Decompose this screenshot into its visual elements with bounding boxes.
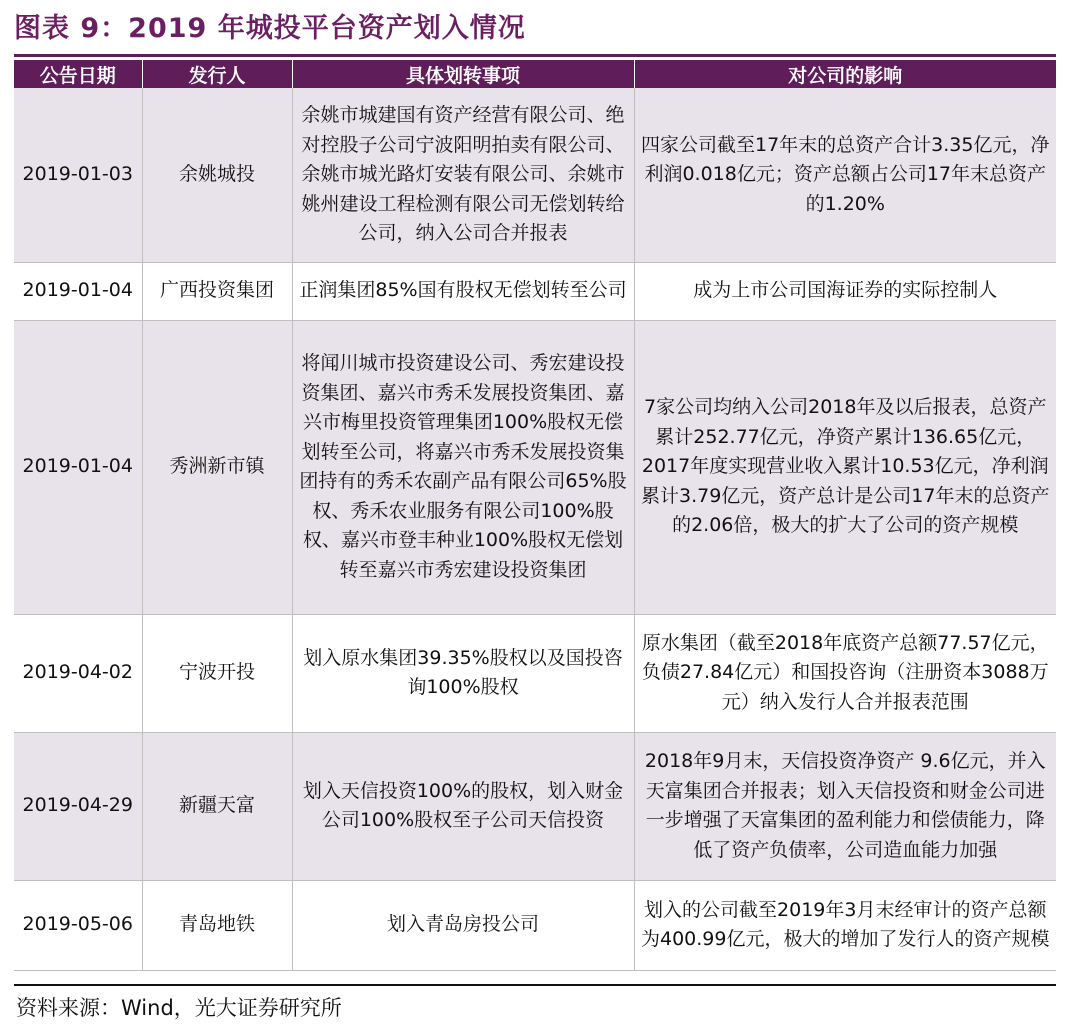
table-row [14, 880, 1056, 970]
cell-impact: 四家公司截至17年末的总资产合计3.35亿元，净利润0.018亿元；资产总额占公司17年末总资产的1.20% [634, 88, 1056, 262]
header-date: 公告日期 [14, 60, 142, 88]
cell-transfer: 余姚市城建国有资产经营有限公司、绝对控股子公司宁波阳明拍卖有限公司、余姚市城光路灯安装有限公司、余姚市姚州建设工程检测有限公司无偿划转给公司，纳入公司合并报表 [292, 88, 634, 262]
bottom-rule [14, 984, 1056, 986]
table-row [14, 320, 1056, 614]
cell-impact: 成为上市公司国海证券的实际控制人 [634, 262, 1056, 320]
cell-impact: 7家公司均纳入公司2018年及以后报表，总资产累计252.77亿元，净资产累计136.65亿元，2017年度实现营业收入累计10.53亿元，净利润累计3.79亿元，资产总计是公司17年末的总资产的2.06倍，极大的扩大了公司的资产规模 [634, 320, 1056, 614]
cell-issuer: 宁波开投 [142, 614, 292, 732]
cell-issuer: 余姚城投 [142, 88, 292, 262]
cell-transfer: 划入青岛房投公司 [292, 880, 634, 970]
cell-date: 2019-01-04 [14, 320, 142, 614]
cell-issuer: 广西投资集团 [142, 262, 292, 320]
cell-transfer: 划入天信投资100%的股权，划入财金公司100%股权至子公司天信投资 [292, 732, 634, 880]
cell-transfer: 划入原水集团39.35%股权以及国投咨询100%股权 [292, 614, 634, 732]
cell-date: 2019-05-06 [14, 880, 142, 970]
cell-issuer: 秀洲新市镇 [142, 320, 292, 614]
table-row [14, 732, 1056, 880]
header-issuer: 发行人 [142, 60, 292, 88]
cell-impact: 划入的公司截至2019年3月末经审计的资产总额为400.99亿元，极大的增加了发行人的资产规模 [634, 880, 1056, 970]
cell-date: 2019-01-04 [14, 262, 142, 320]
top-rule [14, 54, 1056, 57]
cell-impact: 原水集团（截至2018年底资产总额77.57亿元，负债27.84亿元）和国投咨询（注册资本3088万元）纳入发行人合并报表范围 [634, 614, 1056, 732]
header-transfer: 具体划转事项 [292, 60, 634, 88]
cell-date: 2019-01-03 [14, 88, 142, 262]
figure-title: 图表 9：2019 年城投平台资产划入情况 [14, 13, 526, 44]
table-row [14, 262, 1056, 320]
cell-date: 2019-04-29 [14, 732, 142, 880]
cell-issuer: 新疆天富 [142, 732, 292, 880]
cell-issuer: 青岛地铁 [142, 880, 292, 970]
table-row [14, 88, 1056, 262]
cell-date: 2019-04-02 [14, 614, 142, 732]
header-impact: 对公司的影响 [634, 60, 1056, 88]
cell-impact: 2018年9月末，天信投资净资产 9.6亿元，并入天富集团合并报表；划入天信投资和财金公司进一步增强了天富集团的盈利能力和偿债能力，降低了资产负债率，公司造血能力加强 [634, 732, 1056, 880]
cell-transfer: 将闻川城市投资建设公司、秀宏建设投资集团、嘉兴市秀禾发展投资集团、嘉兴市梅里投资管理集团100%股权无偿划转至公司，将嘉兴市秀禾发展投资集团持有的秀禾农副产品有限公司65%股权、秀禾农业服务有限公司100%股权、嘉兴市登丰种业100%股权无偿划转至嘉兴市秀宏建设投资集团 [292, 320, 634, 614]
table-header-row [14, 60, 1056, 88]
asset-transfer-table [14, 60, 1056, 971]
cell-transfer: 正润集团85%国有股权无偿划转至公司 [292, 262, 634, 320]
source-note: 资料来源：Wind，光大证券研究所 [16, 996, 342, 1020]
table-row [14, 614, 1056, 732]
